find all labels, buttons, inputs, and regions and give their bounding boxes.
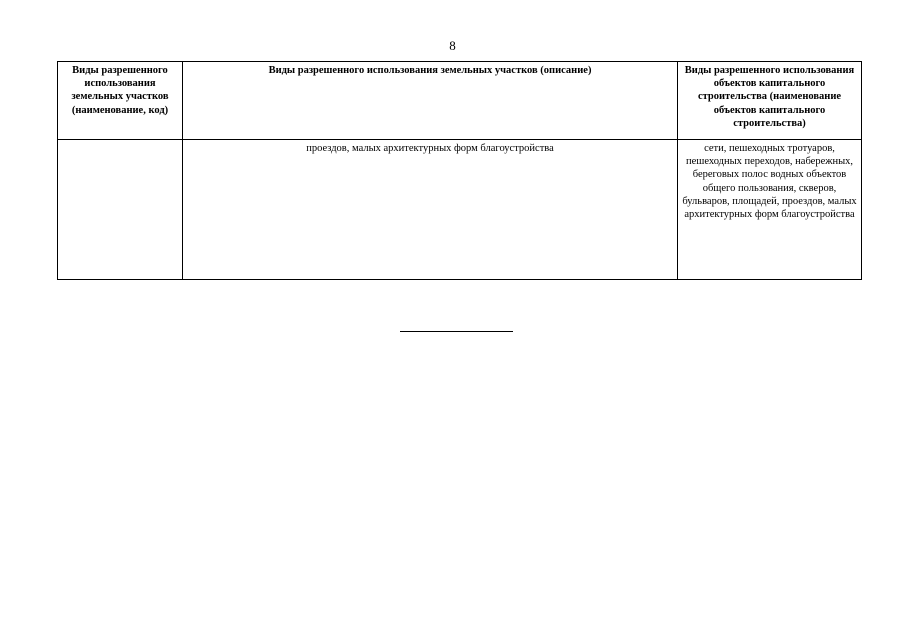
cell-land-use-description: проездов, малых архитектурных форм благоустройства xyxy=(183,140,678,280)
cell-capital-construction-objects: сети, пешеходных тротуаров, пешеходных переходов, набережных, береговых полос водных объектов общего пользования, скверов, бульваров, площадей, проездов, малых архитектурных форм благоустройства xyxy=(678,140,862,280)
page-number: 8 xyxy=(449,38,456,53)
cell-land-use-name-code xyxy=(58,140,183,280)
table-row xyxy=(58,140,862,280)
header-capital-construction-objects: Виды разрешенного использования объектов капитального строительства (наименование объектов капитального строительства) xyxy=(678,62,862,140)
land-use-table xyxy=(57,61,862,280)
table-header-row xyxy=(58,62,862,140)
end-of-document-rule xyxy=(400,331,513,332)
header-land-use-name-code: Виды разрешенного использования земельных участков (наименование, код) xyxy=(58,62,183,140)
header-land-use-description: Виды разрешенного использования земельных участков (описание) xyxy=(183,62,678,140)
